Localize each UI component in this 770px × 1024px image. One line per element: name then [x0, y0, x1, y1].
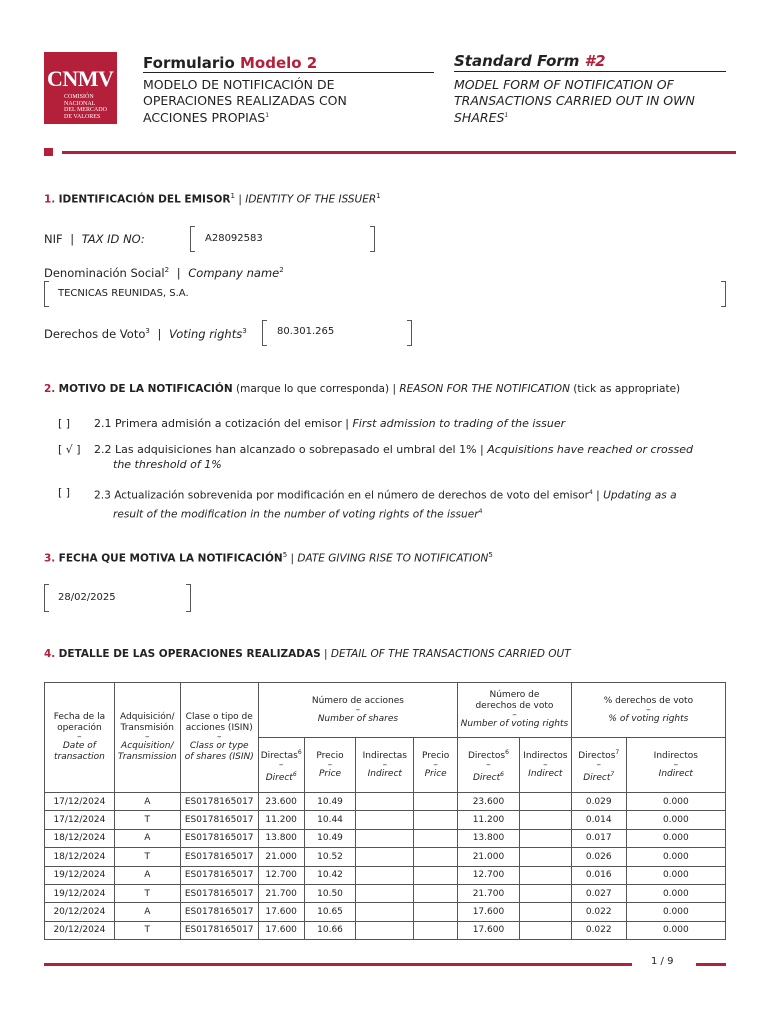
cell-direct: 12.700: [258, 866, 304, 884]
cell-price2: [414, 811, 458, 829]
company-name-field[interactable]: [44, 281, 726, 307]
date-value: 28/02/2025: [58, 592, 116, 603]
cell-isin: ES0178165017: [180, 903, 258, 921]
cell-type: T: [114, 811, 180, 829]
cell-direct: 17.600: [258, 903, 304, 921]
cell-price: 10.42: [304, 866, 356, 884]
group-votes-header: Número de derechos de voto – Number of voting rights: [458, 683, 572, 738]
company-name-label: Denominación Social$^2$ | Company name$^2$: [44, 266, 284, 280]
option-2-2-label: 2.2 Las adquisiciones han alcanzado o sobrepasado el umbral del 1% | Acquisitions have reached or crossed the threshold of 1%: [94, 443, 693, 471]
sub-pct-indirect-header: Indirectos – Indirect: [626, 738, 725, 793]
nif-value: A28092583: [205, 233, 263, 244]
nif-field[interactable]: [190, 226, 375, 252]
cell-indirect: [356, 829, 414, 847]
sub-direct-header: Directas$^6$ – Direct$^6$: [258, 738, 304, 793]
cell-p-direct: 0.016: [571, 866, 626, 884]
cell-price2: [414, 903, 458, 921]
cell-v-indirect: [519, 848, 571, 866]
en-form-subtitle: MODEL FORM OF NOTIFICATION OF TRANSACTIONS CARRIED OUT IN OWN SHARES$^1$: [454, 77, 695, 126]
cnmv-logo: [44, 52, 117, 124]
cell-v-indirect: [519, 903, 571, 921]
cell-date: 19/12/2024: [45, 884, 115, 902]
cell-price2: [414, 829, 458, 847]
cell-v-direct: 21.700: [458, 884, 520, 902]
cell-type: T: [114, 921, 180, 939]
sub-price-header: Precio – Price: [304, 738, 356, 793]
company-name-value: TECNICAS REUNIDAS, S.A.: [58, 288, 189, 299]
red-divider: [62, 151, 736, 154]
cell-price: 10.44: [304, 811, 356, 829]
cell-v-direct: 17.600: [458, 903, 520, 921]
cell-price: 10.49: [304, 829, 356, 847]
cell-direct: 21.700: [258, 884, 304, 902]
cell-direct: 17.600: [258, 921, 304, 939]
logo-subtitle: COMISIÓN NACIONAL DEL MERCADO DE VALORES: [64, 94, 107, 120]
cell-v-indirect: [519, 829, 571, 847]
cell-indirect: [356, 793, 414, 811]
cell-isin: ES0178165017: [180, 884, 258, 902]
cell-isin: ES0178165017: [180, 921, 258, 939]
cell-type: T: [114, 848, 180, 866]
cell-p-indirect: 0.000: [626, 903, 725, 921]
es-form-title: Formulario Modelo 2: [143, 54, 318, 72]
voting-rights-label: Derechos de Voto$^3$ | Voting rights$^3$: [44, 327, 247, 341]
col-class-header: Clase o tipo de acciones (ISIN) – Class or type of shares (ISIN): [180, 683, 258, 793]
cell-p-indirect: 0.000: [626, 921, 725, 939]
cell-v-indirect: [519, 866, 571, 884]
option-2-1-label: 2.1 Primera admisión a cotización del emisor | First admission to trading of the issuer: [94, 417, 566, 430]
cell-price: 10.66: [304, 921, 356, 939]
option-2-3-label: 2.3 Actualización sobrevenida por modificación en el número de derechos de voto del emisor$^4$ | Updating as a result of the modification in the number of voting rights of the issuer$^4$: [94, 489, 677, 521]
sub-pct-direct-header: Directos$^7$ – Direct$^7$: [571, 738, 626, 793]
cell-price: 10.50: [304, 884, 356, 902]
cell-price2: [414, 793, 458, 811]
table-row: [45, 829, 726, 847]
cell-p-direct: 0.027: [571, 884, 626, 902]
cell-price: 10.65: [304, 903, 356, 921]
cell-v-indirect: [519, 884, 571, 902]
cell-p-indirect: 0.000: [626, 866, 725, 884]
cell-price2: [414, 848, 458, 866]
cell-price: 10.52: [304, 848, 356, 866]
option-2-1-checkbox[interactable]: [ ]: [58, 417, 71, 430]
es-title-rule: [143, 72, 434, 73]
table-row: [45, 884, 726, 902]
logo-text: CNMV: [47, 66, 114, 91]
cell-direct: 13.800: [258, 829, 304, 847]
cell-date: 20/12/2024: [45, 903, 115, 921]
sub-indirect-header: Indirectas – Indirect: [356, 738, 414, 793]
cell-p-indirect: 0.000: [626, 829, 725, 847]
cell-isin: ES0178165017: [180, 811, 258, 829]
date-field[interactable]: [44, 584, 191, 612]
en-form-title: Standard Form #2: [454, 52, 606, 70]
cell-indirect: [356, 866, 414, 884]
cell-type: A: [114, 829, 180, 847]
cell-isin: ES0178165017: [180, 793, 258, 811]
cell-indirect: [356, 884, 414, 902]
cell-p-indirect: 0.000: [626, 811, 725, 829]
cell-date: 18/12/2024: [45, 829, 115, 847]
cell-isin: ES0178165017: [180, 829, 258, 847]
col-acq-header: Adquisición/ Transmisión – Acquisition/ Transmission: [114, 683, 180, 793]
cell-p-direct: 0.022: [571, 903, 626, 921]
sub-price2-header: Precio – Price: [414, 738, 458, 793]
table-row: [45, 811, 726, 829]
section4-title: 4. DETALLE DE LAS OPERACIONES REALIZADAS | DETAIL OF THE TRANSACTIONS CARRIED OUT: [44, 648, 571, 660]
cell-p-direct: 0.017: [571, 829, 626, 847]
cell-v-direct: 13.800: [458, 829, 520, 847]
transactions-table: [44, 682, 726, 940]
cell-date: 19/12/2024: [45, 866, 115, 884]
cell-v-indirect: [519, 811, 571, 829]
cell-date: 17/12/2024: [45, 793, 115, 811]
en-title-rule: [454, 71, 726, 72]
cell-v-indirect: [519, 793, 571, 811]
cell-price2: [414, 866, 458, 884]
table-row: [45, 903, 726, 921]
cell-p-indirect: 0.000: [626, 793, 725, 811]
col-date-header: Fecha de la operación – Date of transaction: [45, 683, 115, 793]
cell-price: 10.49: [304, 793, 356, 811]
table-row: [45, 848, 726, 866]
cell-v-direct: 23.600: [458, 793, 520, 811]
cell-p-direct: 0.026: [571, 848, 626, 866]
group-pct-header: % derechos de voto – % of voting rights: [571, 683, 725, 738]
cell-v-direct: 17.600: [458, 921, 520, 939]
table-row: [45, 921, 726, 939]
cell-indirect: [356, 848, 414, 866]
cell-isin: ES0178165017: [180, 866, 258, 884]
section2-title: 2. MOTIVO DE LA NOTIFICACIÓN (marque lo que corresponda) | REASON FOR THE NOTIFICATION (tick as appropriate): [44, 383, 681, 395]
footer-divider-right: [696, 963, 726, 966]
option-2-3-checkbox[interactable]: [ ]: [58, 486, 71, 499]
section3-title: 3. FECHA QUE MOTIVA LA NOTIFICACIÓN$^5$ | DATE GIVING RISE TO NOTIFICATION$^5$: [44, 551, 493, 565]
cell-indirect: [356, 811, 414, 829]
cell-type: T: [114, 884, 180, 902]
cell-type: A: [114, 793, 180, 811]
cell-v-direct: 21.000: [458, 848, 520, 866]
cell-date: 20/12/2024: [45, 921, 115, 939]
cell-direct: 23.600: [258, 793, 304, 811]
cell-date: 17/12/2024: [45, 811, 115, 829]
cell-isin: ES0178165017: [180, 848, 258, 866]
group-shares-header: Número de acciones – Number of shares: [258, 683, 457, 738]
sub-votes-indirect-header: Indirectos – Indirect: [519, 738, 571, 793]
cell-p-indirect: 0.000: [626, 884, 725, 902]
cell-p-direct: 0.022: [571, 921, 626, 939]
es-form-subtitle: MODELO DE NOTIFICACIÓN DE OPERACIONES REALIZADAS CON ACCIONES PROPIAS$^1$: [143, 77, 347, 126]
cell-v-direct: 12.700: [458, 866, 520, 884]
footer-divider-left: [44, 963, 632, 966]
cell-indirect: [356, 921, 414, 939]
page-number: 1 / 9: [651, 956, 674, 967]
section1-title: 1. IDENTIFICACIÓN DEL EMISOR$^1$ | IDENTITY OF THE ISSUER$^1$: [44, 192, 381, 206]
nif-label: NIF | TAX ID NO:: [44, 232, 145, 246]
table-row: [45, 866, 726, 884]
cell-date: 18/12/2024: [45, 848, 115, 866]
cell-price2: [414, 921, 458, 939]
sub-votes-direct-header: Directos$^6$ – Direct$^6$: [458, 738, 520, 793]
table-row: [45, 793, 726, 811]
cell-type: A: [114, 903, 180, 921]
cell-p-indirect: 0.000: [626, 848, 725, 866]
red-square: [44, 148, 53, 156]
voting-rights-value: 80.301.265: [277, 326, 335, 337]
cell-indirect: [356, 903, 414, 921]
cell-v-direct: 11.200: [458, 811, 520, 829]
voting-rights-field[interactable]: [262, 320, 412, 346]
cell-direct: 11.200: [258, 811, 304, 829]
cell-direct: 21.000: [258, 848, 304, 866]
cell-price2: [414, 884, 458, 902]
cell-p-direct: 0.014: [571, 811, 626, 829]
cell-type: A: [114, 866, 180, 884]
cell-v-indirect: [519, 921, 571, 939]
cell-p-direct: 0.029: [571, 793, 626, 811]
option-2-2-checkbox[interactable]: [ √ ]: [58, 443, 81, 456]
